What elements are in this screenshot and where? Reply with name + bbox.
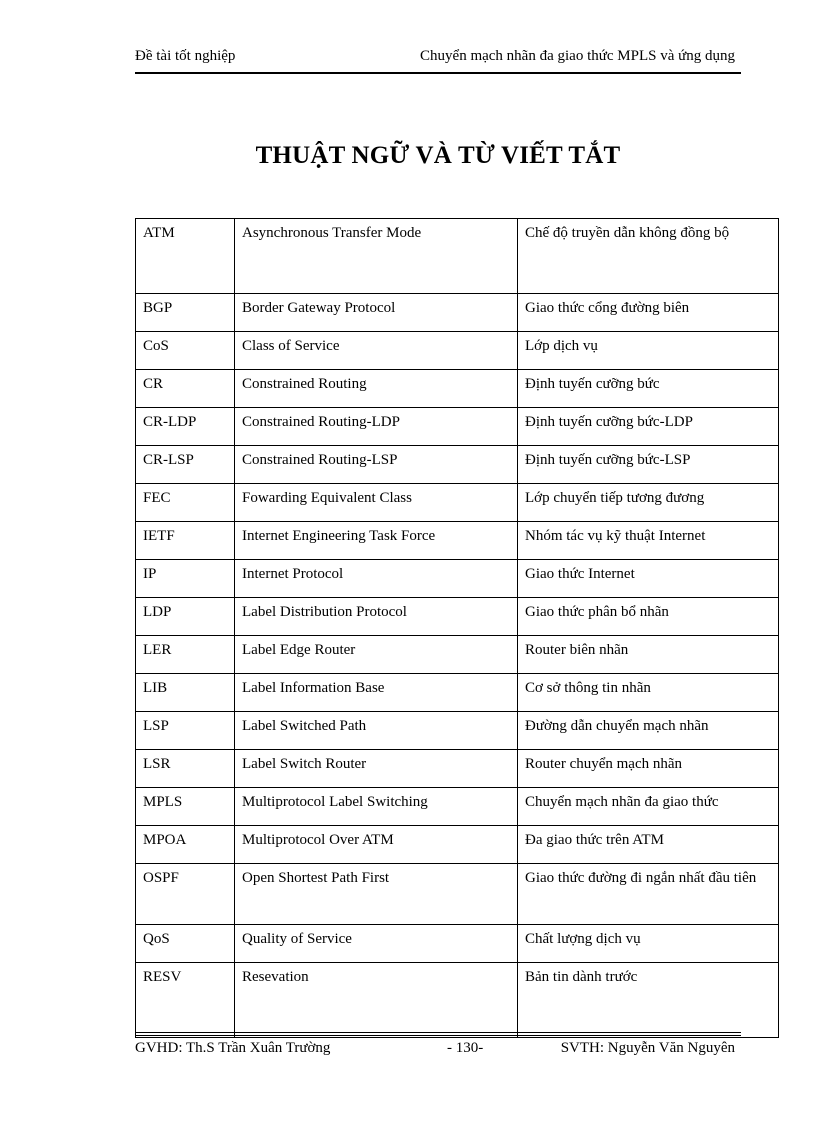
table-row [136, 560, 779, 598]
table-row [136, 446, 779, 484]
full-term-cell: Label Edge Router [235, 636, 518, 674]
abbr-cell: ATM [136, 219, 235, 294]
abbr-cell: LIB [136, 674, 235, 712]
full-term-cell: Multiprotocol Label Switching [235, 788, 518, 826]
table-row [136, 826, 779, 864]
table-row [136, 712, 779, 750]
meaning-cell: Nhóm tác vụ kỹ thuật Internet [518, 522, 779, 560]
meaning-cell: Định tuyến cưỡng bức-LSP [518, 446, 779, 484]
meaning-cell: Định tuyến cưỡng bức [518, 370, 779, 408]
full-term-cell: Multiprotocol Over ATM [235, 826, 518, 864]
abbr-cell: IP [136, 560, 235, 598]
full-term-cell: Resevation [235, 963, 518, 1038]
abbr-cell: CR-LSP [136, 446, 235, 484]
abbr-cell: MPLS [136, 788, 235, 826]
header-right-text: Chuyển mạch nhãn đa giao thức MPLS và ứng dụng [420, 48, 735, 64]
meaning-cell: Cơ sở thông tin nhãn [518, 674, 779, 712]
full-term-cell: Label Switched Path [235, 712, 518, 750]
page-footer [135, 1040, 741, 1062]
page-title: THUẬT NGỮ VÀ TỪ VIẾT TẮT [255, 142, 621, 169]
full-term-cell: Open Shortest Path First [235, 864, 518, 925]
meaning-cell: Giao thức đường đi ngắn nhất đầu tiên [518, 864, 779, 925]
meaning-cell: Giao thức cổng đường biên [518, 294, 779, 332]
abbr-cell: CR-LDP [136, 408, 235, 446]
footer-divider [135, 1032, 741, 1033]
footer-student: SVTH: Nguyễn Văn Nguyên [560, 1040, 735, 1056]
abbr-cell: IETF [136, 522, 235, 560]
meaning-cell: Đa giao thức trên ATM [518, 826, 779, 864]
abbr-cell: LSP [136, 712, 235, 750]
abbreviation-table [135, 218, 779, 1038]
table-row [136, 963, 779, 1038]
full-term-cell: Fowarding Equivalent Class [235, 484, 518, 522]
header-left-text: Đề tài tốt nghiệp [135, 48, 236, 64]
meaning-cell: Router biên nhãn [518, 636, 779, 674]
full-term-cell: Constrained Routing [235, 370, 518, 408]
table-row [136, 522, 779, 560]
meaning-cell: Chuyển mạch nhãn đa giao thức [518, 788, 779, 826]
abbr-cell: OSPF [136, 864, 235, 925]
table-row [136, 408, 779, 446]
full-term-cell: Constrained Routing-LDP [235, 408, 518, 446]
footer-advisor: GVHD: Th.S Trần Xuân Trường [135, 1040, 331, 1056]
abbr-cell: LDP [136, 598, 235, 636]
table-row [136, 484, 779, 522]
full-term-cell: Asynchronous Transfer Mode [235, 219, 518, 294]
page-number: - 130- [447, 1040, 484, 1056]
table-row [136, 370, 779, 408]
table-row [136, 925, 779, 963]
table-row [136, 294, 779, 332]
meaning-cell: Chế độ truyền dẫn không đồng bộ [518, 219, 779, 294]
header-divider [135, 72, 741, 74]
meaning-cell: Giao thức phân bổ nhãn [518, 598, 779, 636]
table-row [136, 788, 779, 826]
table-row [136, 674, 779, 712]
full-term-cell: Quality of Service [235, 925, 518, 963]
meaning-cell: Bản tin dành trước [518, 963, 779, 1038]
abbr-cell: MPOA [136, 826, 235, 864]
table-row [136, 332, 779, 370]
abbr-cell: QoS [136, 925, 235, 963]
full-term-cell: Label Distribution Protocol [235, 598, 518, 636]
full-term-cell: Class of Service [235, 332, 518, 370]
meaning-cell: Định tuyến cưỡng bức-LDP [518, 408, 779, 446]
abbr-cell: FEC [136, 484, 235, 522]
abbr-cell: CR [136, 370, 235, 408]
table-row [136, 636, 779, 674]
table-row [136, 219, 779, 294]
page-header [135, 48, 741, 70]
full-term-cell: Label Information Base [235, 674, 518, 712]
full-term-cell: Internet Protocol [235, 560, 518, 598]
meaning-cell: Router chuyển mạch nhãn [518, 750, 779, 788]
full-term-cell: Internet Engineering Task Force [235, 522, 518, 560]
footer-divider [135, 1035, 741, 1036]
full-term-cell: Label Switch Router [235, 750, 518, 788]
table-row [136, 864, 779, 925]
meaning-cell: Lớp dịch vụ [518, 332, 779, 370]
abbr-cell: RESV [136, 963, 235, 1038]
meaning-cell: Giao thức Internet [518, 560, 779, 598]
abbr-cell: BGP [136, 294, 235, 332]
abbr-cell: LER [136, 636, 235, 674]
table-row [136, 598, 779, 636]
full-term-cell: Border Gateway Protocol [235, 294, 518, 332]
meaning-cell: Chất lượng dịch vụ [518, 925, 779, 963]
table-row [136, 750, 779, 788]
full-term-cell: Constrained Routing-LSP [235, 446, 518, 484]
abbr-cell: CoS [136, 332, 235, 370]
meaning-cell: Đường dẫn chuyển mạch nhãn [518, 712, 779, 750]
abbr-cell: LSR [136, 750, 235, 788]
meaning-cell: Lớp chuyển tiếp tương đương [518, 484, 779, 522]
